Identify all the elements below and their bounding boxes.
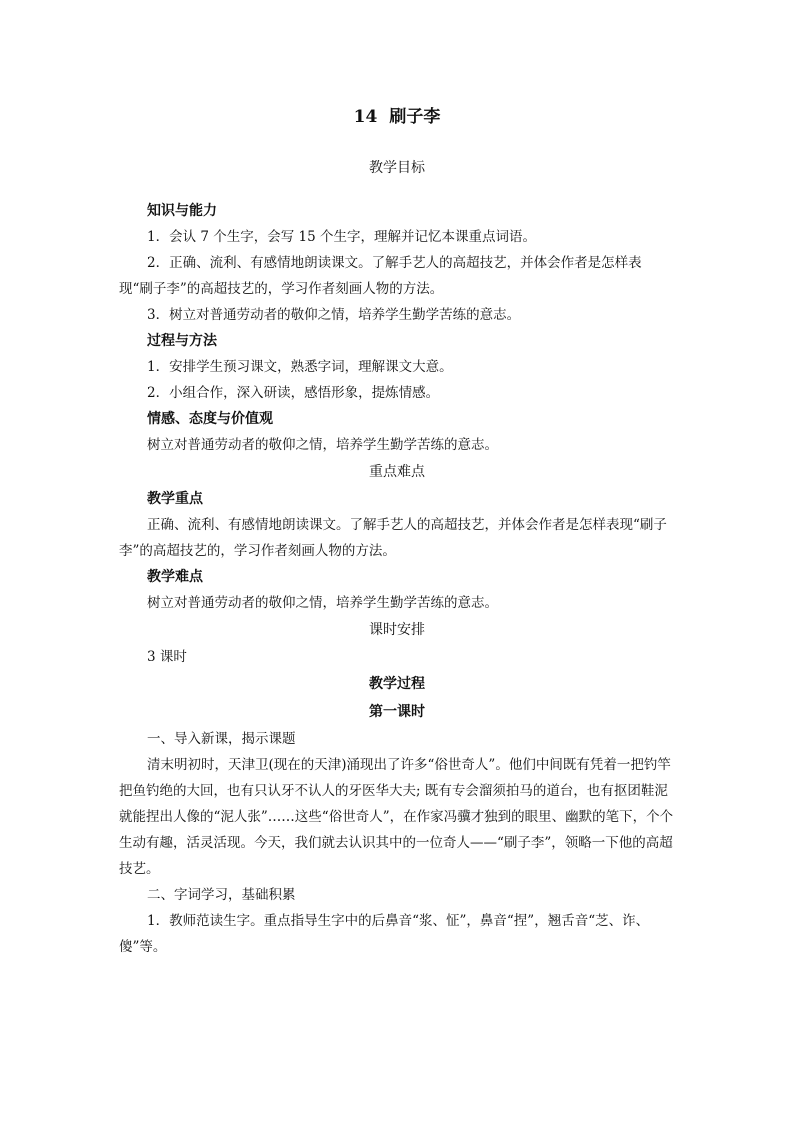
goal-method-1: 1．安排学生预习课文，熟悉字词，理解课文大意。 <box>147 359 453 375</box>
subheading-method: 过程与方法 <box>147 333 217 349</box>
section-heading-focus: 重点难点 <box>369 464 425 480</box>
schedule-hours: 3 课时 <box>147 649 187 665</box>
lesson-name: 刷子李 <box>389 107 441 127</box>
document-body <box>119 98 675 960</box>
process-word-study-1: 1．教师范读生字。重点指导生字中的后鼻音“浆、怔”，鼻音“捏”，翘舌音“芝、诈、傻”等。 <box>119 913 650 955</box>
section-heading-schedule: 课时安排 <box>369 622 425 638</box>
goal-knowledge-1: 1．会认 7 个生字，会写 15 个生字，理解并记忆本课重点词语。 <box>147 229 537 245</box>
section-heading-goals: 教学目标 <box>369 160 425 176</box>
goal-method-2: 2．小组合作，深入研读，感悟形象，提炼情感。 <box>147 385 440 401</box>
goal-emotion-1: 树立对普通劳动者的敬仰之情，培养学生勤学苦练的意志。 <box>147 437 498 453</box>
lesson-title <box>119 98 675 136</box>
subheading-key-point: 教学重点 <box>147 491 203 507</box>
focus-difficulty: 树立对普通劳动者的敬仰之情，培养学生勤学苦练的意志。 <box>147 595 498 611</box>
lesson-one-heading: 第一课时 <box>369 704 425 720</box>
section-heading-process: 教学过程 <box>369 676 425 692</box>
focus-key-point: 正确、流利、有感情地朗读课文。了解手艺人的高超技艺，并体会作者是怎样表现“刷子李”的高超技艺的，学习作者刻画人物的方法。 <box>119 517 667 559</box>
subheading-difficulty: 教学难点 <box>147 569 203 585</box>
process-step-1: 一、导入新课，揭示课题 <box>147 731 296 747</box>
process-intro-paragraph: 清末明初时，天津卫(现在的天津)涌现出了许多“俗世奇人”。他们中间既有凭着一把钓竿把鱼钓绝的大回，也有只认牙不认人的牙医华大夫; 既有专会溜须拍马的道台，也有抠团鞋泥就能捏出人像的“泥人张”……这些“俗世奇人”，在作家冯骥才独到的眼里、幽默的笔下，个个生动有趣，活灵活现。今天，我们就去认识其中的一位奇人——“刷子李”，领略一下他的高超技艺。 <box>119 757 674 877</box>
process-step-2: 二、字词学习，基础积累 <box>147 887 296 903</box>
lesson-number: 14 <box>353 107 378 127</box>
subheading-emotion: 情感、态度与价值观 <box>147 411 273 427</box>
goal-knowledge-3: 3．树立对普通劳动者的敬仰之情，培养学生勤学苦练的意志。 <box>147 307 521 323</box>
goal-knowledge-2: 2．正确、流利、有感情地朗读课文。了解手艺人的高超技艺，并体会作者是怎样表现“刷子李”的高超技艺的，学习作者刻画人物的方法。 <box>119 255 642 297</box>
subheading-knowledge: 知识与能力 <box>147 203 217 219</box>
